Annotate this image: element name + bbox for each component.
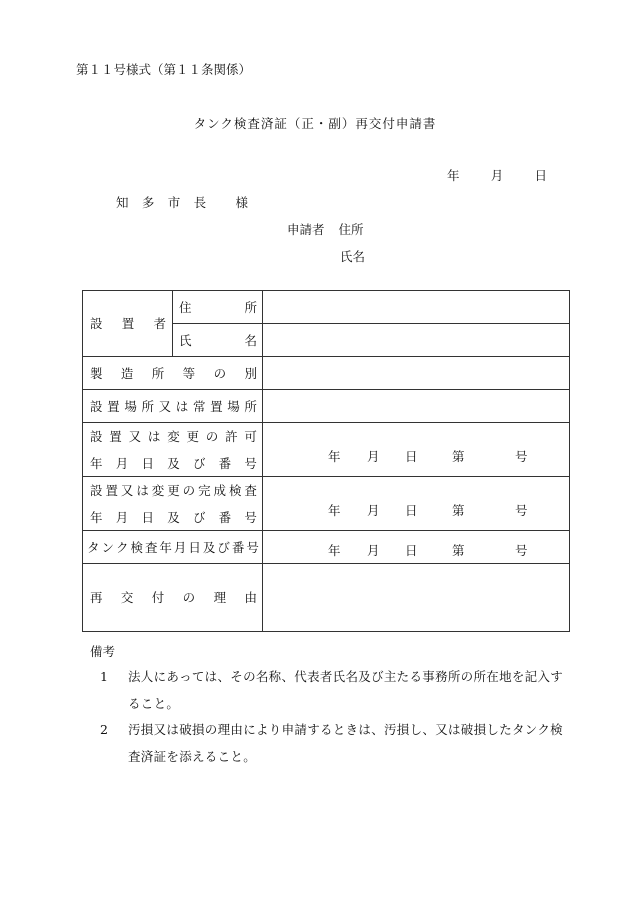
slot-month: 月 <box>367 503 380 518</box>
label-char: 置 <box>210 398 223 414</box>
label-char: び <box>217 539 230 555</box>
slot-number: 号 <box>515 449 528 464</box>
label-char: 設 <box>90 428 103 444</box>
label-char: 置 <box>121 316 135 331</box>
label-char: の <box>182 590 196 605</box>
slot-year: 年 <box>328 449 341 464</box>
label-char: 号 <box>246 539 259 555</box>
label-char: 住 <box>179 299 192 315</box>
note-text: 法人にあっては、その名称、代表者氏名及び主たる事務所の所在地を記入すること。 <box>128 669 564 711</box>
slot-number: 号 <box>515 543 528 558</box>
date-line <box>447 166 547 184</box>
note-text: 汚損又は破損の理由により申請するときは、汚損し、又は破損したタンク検査済証を添えること。 <box>128 722 563 764</box>
label-char: 設 <box>90 482 103 498</box>
label-char: ン <box>101 539 114 555</box>
applicant-address-label: 住所 <box>338 222 364 237</box>
label-char: 所 <box>151 365 165 381</box>
label-char: 置 <box>109 428 122 444</box>
label-char: 所 <box>141 398 154 414</box>
slot-month: 月 <box>367 543 380 558</box>
label-char: 付 <box>151 590 165 605</box>
column-divider <box>262 290 263 632</box>
permit-label-line1 <box>90 427 257 445</box>
date-day: 日 <box>534 168 547 183</box>
label-char: 番 <box>218 455 232 471</box>
label-char: 名 <box>244 332 257 348</box>
label-char: 及 <box>202 539 216 555</box>
label-char: 許 <box>225 428 238 444</box>
addressee-char: 長 <box>193 195 207 210</box>
label-char: 日 <box>141 455 154 471</box>
applicant-role: 申請者 <box>287 222 325 237</box>
label-char: 変 <box>167 428 180 444</box>
label-char: の <box>205 428 219 444</box>
label-char: は <box>136 482 149 498</box>
label-char: 完 <box>198 482 211 498</box>
label-char: 更 <box>167 482 180 498</box>
addressee-char: 知 <box>116 195 129 210</box>
addressee-char: 様 <box>235 195 248 210</box>
label-char: 年 <box>90 455 103 471</box>
slot-number: 号 <box>515 503 528 518</box>
label-char: 造 <box>120 365 134 381</box>
location-label <box>90 389 257 422</box>
notes-heading: 備考 <box>90 644 116 659</box>
label-char: 日 <box>188 539 201 555</box>
applicant-name-label: 氏名 <box>340 249 366 264</box>
label-char: 検 <box>228 482 242 498</box>
label-char: び <box>192 509 206 525</box>
label-char: 更 <box>186 428 199 444</box>
label-char: の <box>182 482 196 498</box>
slot-year: 年 <box>328 503 341 518</box>
label-char: 又 <box>120 482 134 498</box>
slot-no: 第 <box>452 503 465 518</box>
date-year: 年 <box>447 168 460 183</box>
label-char: は <box>147 428 161 444</box>
label-char: 再 <box>90 590 103 605</box>
label-char: 場 <box>124 398 137 414</box>
note-number: 2 <box>100 722 108 737</box>
label-char: 等 <box>182 365 196 381</box>
label-char: 検 <box>130 539 143 555</box>
permit-label <box>90 422 257 476</box>
label-char: 可 <box>244 428 257 444</box>
application-table <box>82 290 570 632</box>
label-char: 所 <box>244 299 257 315</box>
addressee-char: 市 <box>167 195 181 210</box>
installer-address-label <box>179 290 257 323</box>
label-char: 設 <box>90 398 103 414</box>
slot-month: 月 <box>367 449 380 464</box>
table-border <box>569 290 570 632</box>
applicant-line <box>287 220 378 238</box>
label-char: 常 <box>192 398 206 414</box>
label-char: 置 <box>107 398 120 414</box>
date-month: 月 <box>490 168 504 183</box>
note-item <box>100 716 570 770</box>
tank-inspection-label <box>87 530 259 563</box>
label-char: 交 <box>120 590 134 605</box>
label-char: 又 <box>158 398 172 414</box>
label-char: 置 <box>105 482 118 498</box>
label-char: 及 <box>167 509 180 525</box>
document-title: タンク検査済証（正・副）再交付申請書 <box>193 116 437 131</box>
label-char: 番 <box>218 509 232 525</box>
slot-no: 第 <box>452 543 465 558</box>
label-char: 年 <box>90 509 103 525</box>
label-char: 由 <box>244 590 257 605</box>
label-char: 者 <box>153 316 166 331</box>
facility-type-label <box>90 356 257 389</box>
installer-name-label <box>179 323 257 356</box>
label-char: 製 <box>90 365 103 381</box>
label-char: 月 <box>115 455 129 471</box>
note-number: 1 <box>100 669 108 684</box>
permit-label-line2 <box>90 454 257 472</box>
completion-label-line1 <box>90 481 257 499</box>
addressee-char: 多 <box>141 195 155 210</box>
label-char: 日 <box>141 509 154 525</box>
table-border <box>82 631 570 632</box>
label-char: 号 <box>244 509 257 525</box>
label-char: 氏 <box>179 332 192 348</box>
slot-no: 第 <box>452 449 465 464</box>
reissue-reason-label <box>90 563 257 631</box>
label-char: 設 <box>90 316 103 331</box>
table-border <box>82 290 83 632</box>
label-char: 番 <box>231 539 245 555</box>
label-char: は <box>175 398 189 414</box>
completion-label-line2 <box>90 508 257 526</box>
label-char: 又 <box>128 428 142 444</box>
label-char: び <box>192 455 206 471</box>
label-char: 号 <box>244 455 257 471</box>
label-char: ク <box>115 539 129 555</box>
slot-day: 日 <box>405 543 418 558</box>
label-char: 別 <box>244 365 257 381</box>
slot-day: 日 <box>405 503 418 518</box>
label-char: 所 <box>244 398 257 414</box>
completion-label <box>90 476 257 530</box>
label-char: 理 <box>213 590 227 605</box>
form-number: 第１１号様式（第１１条関係） <box>76 62 252 77</box>
label-char: 場 <box>227 398 240 414</box>
label-char: 査 <box>244 482 257 498</box>
slot-year: 年 <box>328 543 341 558</box>
note-item <box>100 663 570 717</box>
label-char: 及 <box>167 455 180 471</box>
label-char: タ <box>87 539 100 555</box>
label-char: 成 <box>213 482 227 498</box>
installer-label <box>90 290 166 356</box>
label-char: 月 <box>173 539 187 555</box>
label-char: の <box>213 365 227 381</box>
label-char: 月 <box>115 509 129 525</box>
label-char: 年 <box>159 539 172 555</box>
label-char: 査 <box>144 539 158 555</box>
slot-day: 日 <box>405 449 418 464</box>
addressee <box>116 193 248 211</box>
label-char: 変 <box>151 482 165 498</box>
